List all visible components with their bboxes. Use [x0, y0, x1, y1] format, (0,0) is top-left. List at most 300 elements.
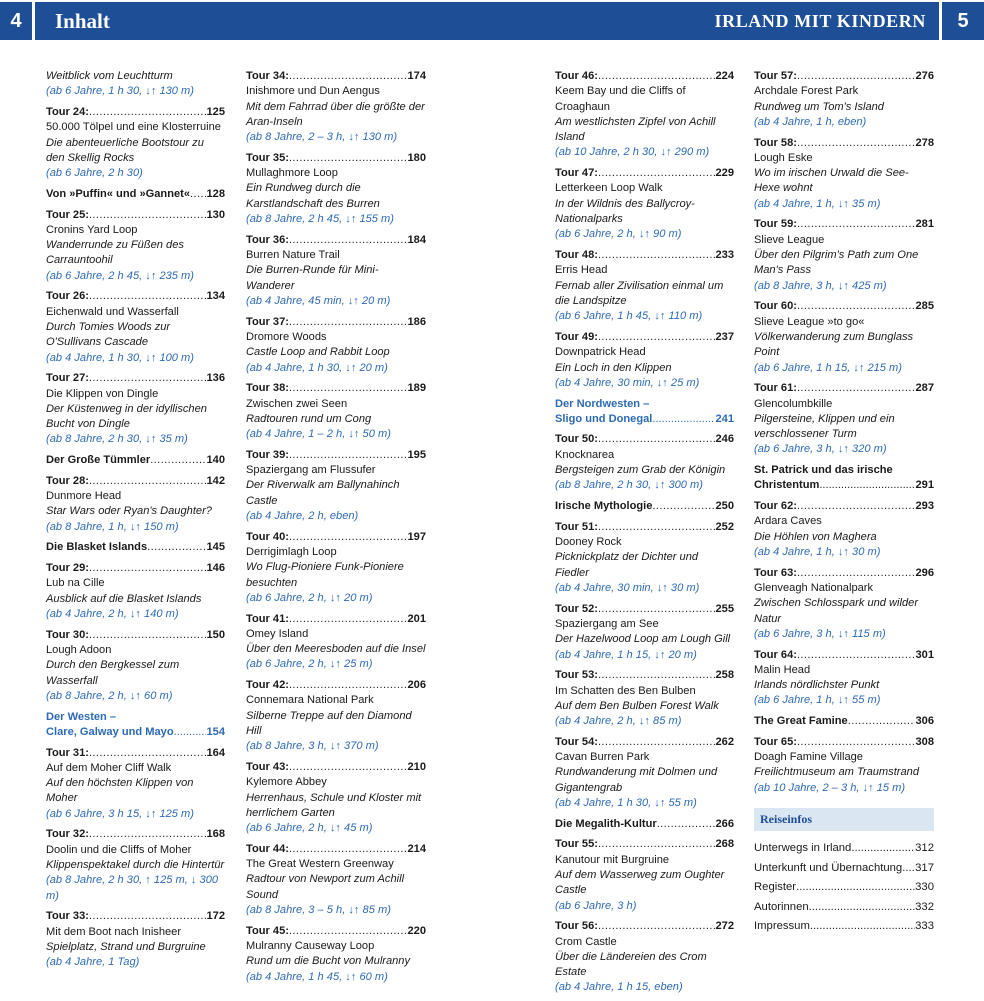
tour-details: (ab 6 Jahre, 3 h, ↓↑ 115 m): [754, 627, 886, 640]
tour-subtitle: Der Küstenweg in der idyllischen Bucht von Dingle: [46, 402, 207, 431]
toc-entry[interactable]: [46, 105, 225, 181]
toc-entry[interactable]: [46, 289, 225, 365]
tour-label: Tour 35:: [246, 151, 289, 164]
tour-details: (ab 10 Jahre, 2 – 3 h, ↓↑ 15 m): [754, 781, 906, 794]
toc-entry[interactable]: [246, 381, 426, 442]
page-number: 134: [206, 290, 225, 303]
left-page-title: Inhalt: [55, 9, 110, 33]
tour-name: Im Schatten des Ben Bulben: [555, 684, 696, 697]
tour-subtitle: Ausblick auf die Blasket Islands: [46, 592, 202, 605]
tour-title-line: [246, 315, 426, 330]
reiseinfos-item[interactable]: [754, 878, 934, 898]
tour-details: (ab 4 Jahre, 1 h 45, ↓↑ 60 m): [246, 970, 388, 983]
tour-name: Slieve League: [754, 233, 825, 246]
region-title: Der Westen –: [46, 710, 117, 723]
tour-details: (ab 8 Jahre, 3 – 5 h, ↓↑ 85 m): [246, 904, 391, 917]
page-number: 333: [915, 920, 934, 933]
tour-name: Kylemore Abbey: [246, 776, 327, 789]
tour-subtitle: Zwischen Schlosspark und wilder Natur: [754, 597, 919, 625]
toc-entry[interactable]: [555, 668, 734, 729]
toc-entry[interactable]: [555, 837, 734, 913]
tour-name: Archdale Forest Park: [754, 85, 859, 98]
right-page-title: IRLAND MIT KINDERN: [714, 11, 926, 31]
section-label-line1: St. Patrick und das irische: [754, 464, 893, 477]
tour-title-line: [754, 566, 934, 581]
tour-label: Tour 25:: [46, 208, 89, 221]
page-number: 276: [915, 70, 934, 82]
page-number: 197: [407, 530, 426, 543]
tour-subtitle: Radtouren rund um Cong: [246, 412, 372, 425]
tour-title-line: [46, 561, 225, 576]
toc-entry[interactable]: [246, 924, 426, 985]
tour-title-line: [555, 735, 734, 750]
toc-entry[interactable]: [46, 371, 225, 447]
tour-details: (ab 4 Jahre, 1 h 30, ↓↑ 100 m): [46, 351, 194, 364]
dot-leader: [89, 628, 207, 643]
toc-entry[interactable]: [46, 474, 225, 535]
tour-title-line: [46, 628, 225, 643]
reiseinfos-item[interactable]: [754, 898, 934, 918]
tour-name: Glenveagh Nationalpark: [754, 581, 874, 594]
reiseinfos-label: Unterwegs in Irland: [754, 841, 852, 854]
tour-title-line: [46, 371, 225, 386]
page-number: 150: [206, 628, 225, 641]
toc-entry[interactable]: [754, 299, 934, 375]
tour-name: Dooney Rock: [555, 536, 622, 549]
toc-entry[interactable]: [246, 612, 426, 673]
tour-name: Letterkeen Loop Walk: [555, 182, 663, 195]
tour-title-line: [46, 909, 225, 924]
tour-name: Derrigimlagh Loop: [246, 545, 337, 558]
tour-subtitle: Ein Loch in den Klippen: [555, 361, 672, 374]
page-number: 237: [715, 330, 734, 343]
toc-entry[interactable]: [246, 530, 426, 606]
tour-details: (ab 4 Jahre, 30 min, ↓↑ 25 m): [555, 376, 700, 389]
tour-name: Malin Head: [754, 663, 811, 676]
tour-details: (ab 4 Jahre, 1 Tag): [46, 956, 140, 969]
toc-entry[interactable]: [754, 136, 934, 212]
tour-subtitle: Durch Tomies Woods zur O'Sullivans Cascade: [46, 321, 171, 349]
tour-subtitle: Silberne Treppe auf den Diamond Hill: [246, 709, 412, 737]
page-number: 130: [206, 208, 225, 221]
tour-title-line: [754, 381, 934, 396]
page-number: 306: [915, 715, 934, 728]
tour-label: Tour 31:: [46, 746, 89, 759]
tour-name: Crom Castle: [555, 935, 617, 948]
tour-details: (ab 6 Jahre, 2 h 45, ↓↑ 235 m): [46, 269, 194, 282]
toc-entry[interactable]: [754, 69, 934, 130]
dot-leader: [89, 909, 207, 924]
dot-leader: [89, 371, 207, 386]
page-number: 246: [715, 433, 734, 446]
tour-details: (ab 4 Jahre, 1 – 2 h, ↓↑ 50 m): [246, 428, 391, 441]
section-label: Von »Puffin« und »Gannet«: [46, 187, 191, 200]
dot-leader: [796, 878, 915, 898]
section-entry[interactable]: [46, 453, 225, 468]
tour-name: Downpatrick Head: [555, 346, 646, 359]
tour-details: (ab 4 Jahre, 2 h, eben): [246, 509, 359, 522]
tour-name: Glencolumbkille: [754, 397, 833, 410]
toc-entry[interactable]: [246, 233, 426, 309]
toc-column-1: [46, 69, 225, 976]
tour-subtitle: Völkerwanderung zum Bunglass Point: [754, 330, 914, 359]
dot-leader: [598, 330, 716, 345]
dot-leader: [797, 499, 916, 514]
dot-leader: [809, 898, 915, 918]
dot-leader: [797, 648, 916, 663]
tour-details: (ab 6 Jahre, 1 h 45, ↓↑ 110 m): [555, 310, 703, 323]
section-entry[interactable]: [46, 540, 225, 555]
page-number: 224: [715, 70, 734, 82]
page-number: 201: [407, 612, 426, 625]
tour-subtitle: Rundwanderung mit Dolmen und Gigantengrab: [555, 766, 718, 794]
tour-name: Omey Island: [246, 627, 309, 640]
tour-details: (ab 6 Jahre, 2 h 30): [46, 167, 143, 180]
dot-leader: [89, 746, 207, 761]
toc-entry[interactable]: [555, 166, 734, 242]
tour-details: (ab 4 Jahre, 1 h, eben): [754, 115, 867, 128]
toc-entry[interactable]: [246, 69, 426, 145]
toc-entry[interactable]: [754, 735, 934, 796]
dot-leader: [797, 735, 916, 750]
tour-details: (ab 8 Jahre, 2 h 30, ↓↑ 35 m): [46, 433, 188, 446]
page-number: 145: [206, 541, 225, 554]
page-number: 180: [407, 151, 426, 164]
section-label: Die Megalith-Kultur: [555, 817, 657, 830]
toc-entry[interactable]: [754, 217, 934, 293]
tour-label: Tour 43:: [246, 760, 289, 773]
tour-title-line: [555, 919, 734, 934]
tour-subtitle: Die abenteuerliche Bootstour zu den Skellig Rocks: [46, 136, 204, 164]
page-number: 128: [206, 187, 225, 200]
section-entry[interactable]: [754, 463, 934, 494]
tour-subtitle: Star Wars oder Ryan's Daughter?: [46, 505, 212, 518]
dot-leader: [174, 725, 207, 740]
tour-name: Lub na Cille: [46, 577, 105, 590]
tour-subtitle: Am westlichsten Zipfel von Achill Island: [555, 115, 716, 144]
tour-label: Tour 65:: [754, 735, 797, 748]
region-heading[interactable]: [46, 710, 225, 741]
dot-leader: [150, 453, 206, 468]
tour-title-line: [555, 837, 734, 852]
tour-label: Tour 30:: [46, 628, 89, 641]
tour-details: (ab 8 Jahre, 2 – 3 h, ↓↑ 130 m): [246, 131, 398, 144]
tour-subtitle: Spielplatz, Strand und Burgruine: [46, 940, 206, 953]
toc-entry[interactable]: [46, 628, 225, 704]
page-number: 266: [715, 817, 734, 830]
section-entry[interactable]: [46, 187, 225, 202]
toc-entry[interactable]: [46, 827, 225, 903]
reiseinfos-item[interactable]: [754, 917, 934, 937]
toc-entry[interactable]: [246, 151, 426, 227]
dot-leader: [289, 530, 408, 545]
reiseinfos-item[interactable]: [754, 859, 934, 879]
toc-entry[interactable]: [555, 919, 734, 995]
region-heading[interactable]: [555, 397, 734, 428]
tour-label: Tour 40:: [246, 530, 289, 543]
dot-leader: [289, 448, 408, 463]
tour-label: Tour 60:: [754, 300, 797, 313]
tour-subtitle: In der Wildnis des Ballycroy-Nationalparks: [555, 197, 695, 226]
tour-title-line: [246, 448, 426, 463]
tour-details: (ab 6 Jahre, 1 h, ↓↑ 55 m): [754, 694, 881, 707]
reiseinfos-label: Register: [754, 881, 797, 894]
tour-label: Tour 49:: [555, 330, 598, 343]
tour-label: Tour 61:: [754, 382, 797, 395]
tour-label: Tour 33:: [46, 910, 89, 923]
tour-name: Auf dem Moher Cliff Walk: [46, 761, 172, 774]
tour-subtitle: Irlands nördlichster Punkt: [754, 679, 880, 692]
tour-details: (ab 10 Jahre, 2 h 30, ↓↑ 290 m): [555, 146, 710, 159]
dot-leader: [598, 248, 716, 263]
tour-subtitle: Wo Flug-Pioniere Funk-Pioniere besuchten: [246, 561, 404, 589]
dot-leader: [289, 151, 408, 166]
tour-subtitle: Auf den höchsten Klippen von Moher: [46, 777, 194, 805]
tour-label: Tour 42:: [246, 679, 289, 692]
tour-details: (ab 6 Jahre, 1 h 15, ↓↑ 215 m): [754, 361, 902, 374]
tour-details: (ab 6 Jahre, 2 h, ↓↑ 20 m): [246, 591, 373, 604]
dot-leader: [190, 187, 206, 202]
toc-entry[interactable]: [555, 602, 734, 663]
tour-title-line: [246, 760, 426, 775]
tour-name: Ardara Caves: [754, 515, 822, 528]
tour-subtitle: Die Burren-Runde für Mini-Wanderer: [246, 264, 379, 292]
tour-subtitle: Auf dem Wasserweg zum Oughter Castle: [555, 868, 725, 897]
page-number: 287: [915, 382, 934, 395]
section-entry[interactable]: [555, 817, 734, 832]
tour-name: Cavan Burren Park: [555, 751, 650, 764]
tour-details: (ab 4 Jahre, 1 h 15, eben): [555, 981, 683, 994]
dot-leader: [289, 69, 408, 84]
toc-entry[interactable]: [555, 432, 734, 493]
tour-subtitle: Der Hazelwood Loop am Lough Gill: [555, 633, 731, 646]
toc-entry[interactable]: [555, 330, 734, 391]
tour-title-line: [555, 330, 734, 345]
toc-entry[interactable]: [555, 735, 734, 811]
dot-leader: [851, 839, 915, 859]
tour-label: Tour 55:: [555, 838, 598, 851]
dot-leader: [89, 208, 207, 223]
dot-leader: [598, 735, 716, 750]
page-number: 262: [715, 735, 734, 748]
tour-label: Tour 26:: [46, 290, 89, 303]
section-entry[interactable]: [754, 714, 934, 729]
tour-name: Doagh Famine Village: [754, 751, 863, 764]
tour-name: Slieve League »to go«: [754, 315, 865, 328]
tour-name: Dunmore Head: [46, 490, 122, 503]
tour-name: Mullaghmore Loop: [246, 167, 338, 180]
page-number: 142: [206, 474, 225, 487]
dot-leader: [848, 714, 916, 729]
dot-leader: [289, 381, 408, 396]
dot-leader: [598, 432, 716, 447]
tour-name: Knocknarea: [555, 448, 615, 461]
page-number: 250: [715, 500, 734, 513]
section-entry[interactable]: [555, 499, 734, 514]
page-number: 278: [915, 136, 934, 149]
page-number: 189: [407, 382, 426, 395]
region-subtitle: Sligo und Donegal: [555, 412, 653, 425]
dot-leader: [289, 612, 408, 627]
tour-details: (ab 4 Jahre, 1 h, ↓↑ 30 m): [754, 545, 881, 558]
tour-name: Spaziergang am Flussufer: [246, 464, 376, 477]
toc-entry[interactable]: [555, 69, 734, 161]
tour-label: Tour 37:: [246, 315, 289, 328]
tour-label: Tour 29:: [46, 562, 89, 575]
tour-label: Tour 36:: [246, 233, 289, 246]
toc-entry[interactable]: [246, 842, 426, 918]
page-number: 293: [915, 500, 934, 513]
toc-entry[interactable]: [754, 566, 934, 642]
dot-leader: [810, 917, 915, 937]
tour-details: (ab 4 Jahre, 2 h, ↓↑ 85 m): [555, 715, 682, 728]
tour-title-line: [246, 381, 426, 396]
page-number: 317: [915, 861, 934, 874]
toc-entry[interactable]: [46, 561, 225, 622]
tour-label: Tour 38:: [246, 382, 289, 395]
tour-details: (ab 8 Jahre, 2 h 30, ↑ 125 m, ↓ 300 m): [46, 874, 219, 902]
page-number: 308: [915, 735, 934, 748]
page-number: 330: [915, 881, 934, 894]
tour-subtitle: Castle Loop and Rabbit Loop: [246, 346, 390, 359]
toc-entry[interactable]: [46, 746, 225, 822]
tour-subtitle: Herrenhaus, Schule und Kloster mit herrlichem Garten: [246, 791, 422, 819]
left-page-number: 4: [0, 2, 35, 40]
dot-leader: [147, 540, 206, 555]
tour-name: The Great Western Greenway: [246, 858, 394, 871]
tour-details: (ab 4 Jahre, 1 h 30, ↓↑ 55 m): [555, 796, 697, 809]
dot-leader: [289, 678, 408, 693]
tour-title-line: [754, 299, 934, 314]
tour-name: Mit dem Boot nach Inisheer: [46, 925, 182, 938]
page-number: 241: [715, 412, 734, 425]
dot-leader: [89, 827, 207, 842]
tour-label: Tour 24:: [46, 105, 89, 118]
toc-entry[interactable]: [246, 760, 426, 836]
right-page-number: 5: [939, 2, 984, 40]
tour-title-line: [246, 612, 426, 627]
toc-column-4: [754, 69, 934, 937]
tour-label: Tour 58:: [754, 136, 797, 149]
page-number: 272: [715, 920, 734, 933]
tour-details: (ab 4 Jahre, 1 h 30, ↓↑ 20 m): [246, 361, 388, 374]
dot-leader: [598, 919, 716, 934]
dot-leader: [797, 566, 916, 581]
tour-subtitle: Über den Meeresboden auf die Insel: [246, 643, 426, 656]
tour-title-line: [754, 735, 934, 750]
dot-leader: [902, 859, 915, 879]
tour-title-line: [46, 105, 225, 120]
tour-details: (ab 4 Jahre, 45 min, ↓↑ 20 m): [246, 294, 391, 307]
tour-title-line: [246, 530, 426, 545]
tour-subtitle: Über den Pilgrim's Path zum One Man's Pass: [754, 249, 919, 277]
tour-details: (ab 8 Jahre, 3 h, ↓↑ 370 m): [246, 740, 379, 753]
page-number: 164: [206, 746, 225, 759]
tour-label: Tour 41:: [246, 612, 289, 625]
dot-leader: [797, 136, 916, 151]
reiseinfos-item[interactable]: [754, 839, 934, 859]
tour-subtitle: Klippenspektakel durch die Hintertür: [46, 859, 225, 872]
page-number: 291: [915, 479, 934, 492]
toc-column-4-entries: [754, 69, 934, 796]
reiseinfos-label: Autorinnen: [754, 900, 809, 913]
tour-subtitle: Mit dem Fahrrad über die größte der Aran-Inseln: [246, 100, 425, 128]
tour-label: Tour 28:: [46, 474, 89, 487]
tour-subtitle: Über die Ländereien des Crom Estate: [555, 950, 707, 979]
section-label: Der Große Tümmler: [46, 454, 151, 467]
tour-label: Tour 63:: [754, 566, 797, 579]
toc-entry[interactable]: [246, 448, 426, 524]
dot-leader: [89, 474, 207, 489]
tour-title-line: [555, 69, 734, 84]
page-number: 184: [407, 233, 426, 246]
tour-subtitle: Wanderrunde zu Füßen des Carrauntoohil: [46, 239, 184, 267]
tour-name: Die Klippen von Dingle: [46, 387, 159, 400]
tour-label: Tour 52:: [555, 602, 598, 615]
toc-entry[interactable]: [754, 381, 934, 457]
tour-details: (ab 4 Jahre, 1 h 15, ↓↑ 20 m): [555, 648, 697, 661]
tour-subtitle: Weitblick vom Leuchtturm: [46, 70, 173, 82]
dot-leader: [289, 842, 408, 857]
tour-title-line: [754, 136, 934, 151]
tour-label: Tour 50:: [555, 433, 598, 446]
dot-leader: [289, 924, 408, 939]
tour-subtitle: Ein Rundweg durch die Karstlandschaft des Burren: [246, 182, 380, 210]
tour-title-line: [246, 842, 426, 857]
dot-leader: [819, 478, 915, 493]
page-number: 220: [407, 924, 426, 937]
toc-entry[interactable]: [246, 678, 426, 754]
dot-leader: [289, 315, 408, 330]
page-number: 258: [715, 669, 734, 682]
tour-title-line: [246, 924, 426, 939]
tour-name: 50.000 Tölpel und eine Klosterruine: [46, 121, 221, 134]
reiseinfos-label: Unterkunft und Übernachtung: [754, 861, 903, 874]
tour-subtitle: Durch den Bergkessel zum Wasserfall: [46, 659, 180, 687]
toc-entry[interactable]: [46, 909, 225, 970]
dot-leader: [657, 817, 716, 832]
toc-entry[interactable]: [555, 520, 734, 596]
toc-entry[interactable]: [754, 499, 934, 560]
dot-leader: [598, 520, 716, 535]
tour-details: (ab 4 Jahre, 1 h, ↓↑ 35 m): [754, 197, 881, 210]
tour-subtitle: Fernab aller Zivilisation einmal um die Landspitze: [555, 279, 724, 307]
toc-entry[interactable]: [246, 315, 426, 376]
tour-subtitle: Bergsteigen zum Grab der Königin: [555, 464, 726, 477]
tour-label: Tour 54:: [555, 735, 598, 748]
tour-label: Tour 53:: [555, 669, 598, 682]
tour-details: (ab 8 Jahre, 3 h, ↓↑ 425 m): [754, 279, 887, 292]
tour-label: Tour 48:: [555, 249, 598, 262]
tour-subtitle: Picknickplatz der Dichter und Fiedler: [555, 551, 699, 579]
tour-title-line: [754, 69, 934, 84]
toc-entry[interactable]: [555, 248, 734, 324]
page-number: 332: [915, 900, 934, 913]
tour-title-line: [46, 208, 225, 223]
tour-details: (ab 6 Jahre, 2 h, ↓↑ 25 m): [246, 658, 373, 671]
dot-leader: [598, 668, 716, 683]
toc-entry[interactable]: [46, 208, 225, 284]
tour-details: (ab 6 Jahre, 1 h 30, ↓↑ 130 m): [46, 85, 194, 98]
tour-name: Cronins Yard Loop: [46, 223, 138, 236]
tour-title-line: [555, 166, 734, 181]
tour-title-line: [246, 233, 426, 248]
tour-name: Zwischen zwei Seen: [246, 397, 348, 410]
tour-title-line: [754, 648, 934, 663]
toc-entry[interactable]: [754, 648, 934, 709]
page-number: 255: [715, 602, 734, 615]
toc-entry-continued: [46, 69, 225, 100]
